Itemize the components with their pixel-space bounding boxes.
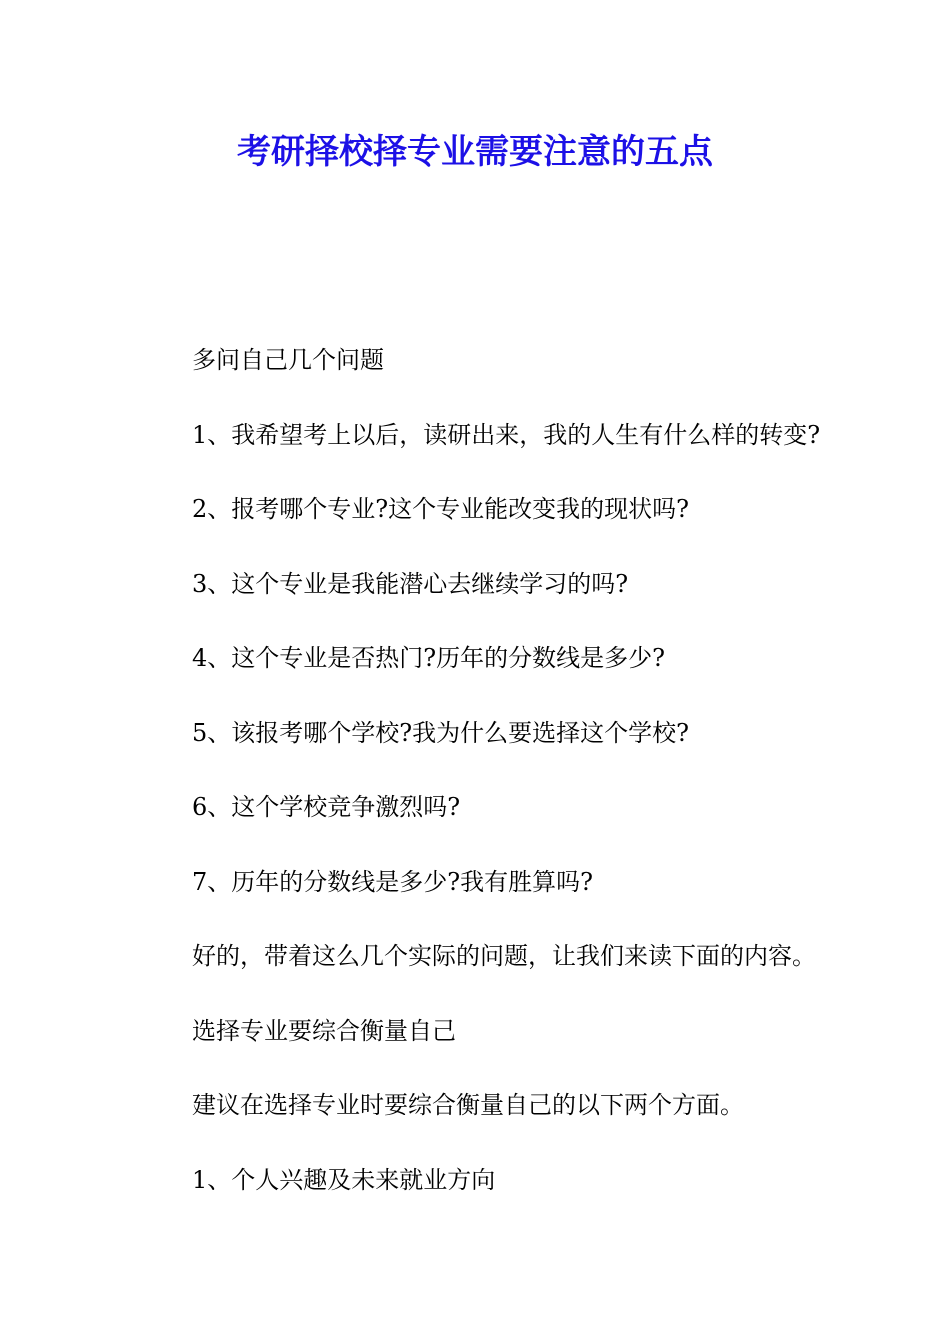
- question-item: 3、这个专业是我能潜心去继续学习的吗?: [192, 569, 629, 598]
- document-title: 考研择校择专业需要注意的五点: [237, 132, 713, 172]
- question-item: 2、报考哪个专业?这个专业能改变我的现状吗?: [192, 495, 690, 523]
- document-body: [192, 336, 892, 1230]
- question-item: 5、该报考哪个学校?我为什么要选择这个学校?: [192, 718, 690, 747]
- section-heading: 选择专业要综合衡量自己: [192, 1016, 456, 1045]
- section-heading: 多问自己几个问题: [192, 346, 384, 374]
- question-item: 7、历年的分数线是多少?我有胜算吗?: [192, 867, 594, 896]
- question-item: 1、我希望考上以后，读研出来，我的人生有什么样的转变?: [192, 420, 821, 449]
- body-paragraph: 建议在选择专业时要综合衡量自己的以下两个方面。: [192, 1091, 744, 1119]
- question-item: 6、这个学校竞争激烈吗?: [192, 793, 461, 821]
- body-paragraph: 好的，带着这么几个实际的问题，让我们来读下面的内容。: [192, 942, 816, 970]
- list-item: 1、个人兴趣及未来就业方向: [192, 1165, 496, 1194]
- question-item: 4、这个专业是否热门?历年的分数线是多少?: [192, 644, 666, 672]
